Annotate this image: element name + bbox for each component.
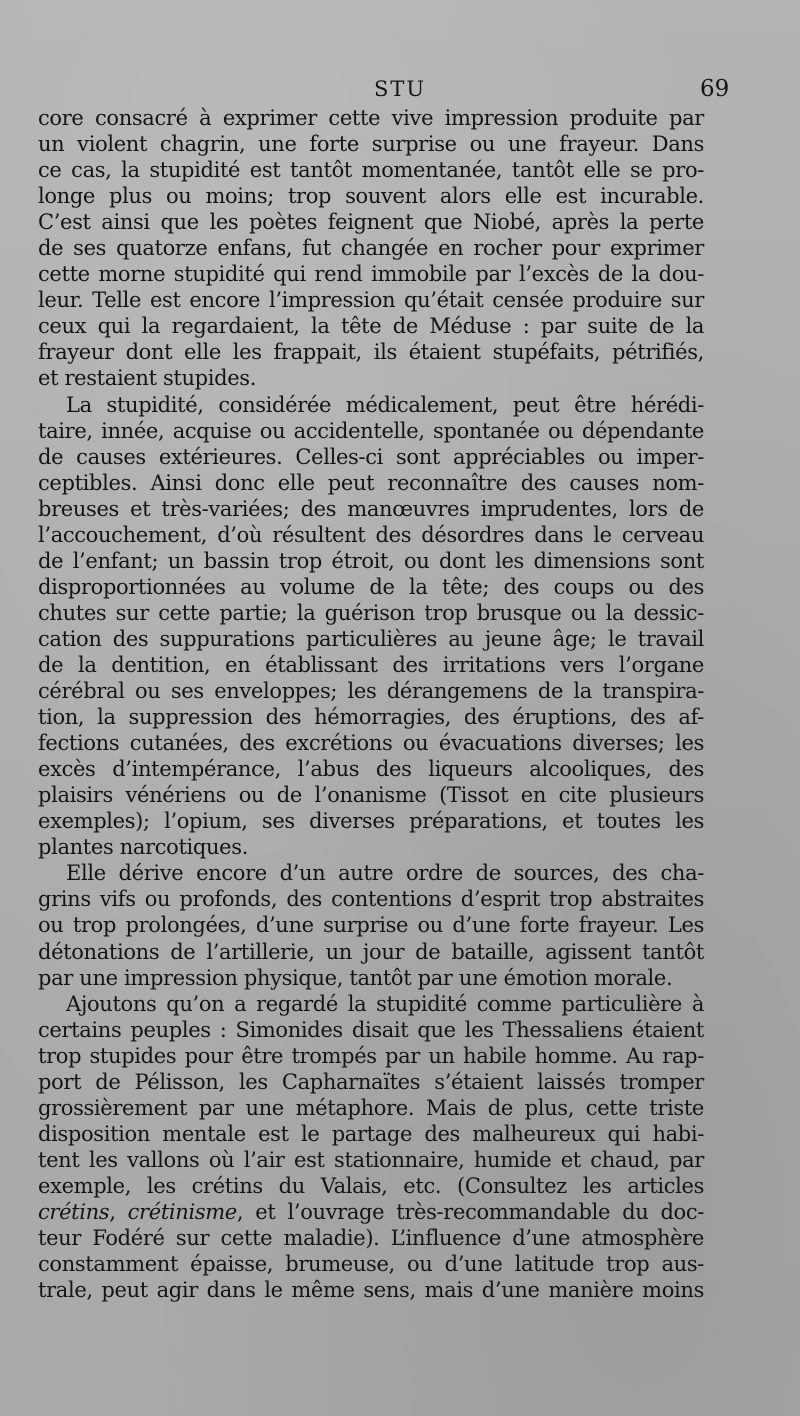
body-text	[38, 105, 704, 1303]
text-line: teur Fodéré sur cette maladie). L’influence d’une atmosphère	[38, 1226, 704, 1251]
text-line: exemple, les crétins du Valais, etc. (Consultez les articles	[38, 1173, 704, 1198]
text-line: C’est ainsi que les poètes feignent que Niobé, après la perte	[38, 210, 704, 235]
page-number: 69	[700, 76, 730, 102]
text-line: La stupidité, considérée médicalement, peut être hérédi-	[66, 392, 704, 417]
text-line: de causes extérieures. Celles-ci sont appréciables ou imper-	[38, 444, 704, 469]
text-line: certains peuples : Simonides disait que les Thessaliens étaient	[38, 1017, 704, 1042]
text-line: port de Pélisson, les Capharnaïtes s’étaient laissés tromper	[38, 1069, 704, 1094]
text-line: grins vifs ou profonds, des contentions d’esprit trop abstraites	[38, 887, 704, 912]
italic-term: crétinisme	[127, 1199, 237, 1224]
text-line: de l’enfant; un bassin trop étroit, ou dont les dimensions sont	[38, 548, 704, 573]
text-line: cérébral ou ses enveloppes; les dérangemens de la transpira-	[38, 679, 704, 704]
text-line-with-italics	[38, 1199, 704, 1225]
text-line: de ses quatorze enfans, fut changée en rocher pour exprimer	[38, 236, 704, 261]
text-line: trale, peut agir dans le même sens, mais d’une manière moins	[38, 1278, 704, 1303]
text-line: tent les vallons où l’air est stationnaire, humide et chaud, par	[38, 1147, 704, 1172]
text-line: Ajoutons qu’on a regardé la stupidité comme particulière à	[66, 991, 704, 1016]
text-line: de la dentition, en établissant des irritations vers l’organe	[38, 652, 704, 677]
line-rest: , et l’ouvrage très-recommandable du doc-	[236, 1199, 704, 1224]
text-line: ou trop prolongées, d’une surprise ou d’une forte frayeur. Les	[38, 913, 704, 938]
page-header	[0, 74, 800, 104]
text-line: trop stupides pour être trompés par un habile homme. Au rap-	[38, 1043, 704, 1068]
text-line: excès d’intempérance, l’abus des liqueurs alcooliques, des	[38, 757, 704, 782]
text-line: breuses et très-variées; des manœuvres imprudentes, lors de	[38, 496, 704, 521]
text-line: disposition mentale est le partage des malheureux qui habi-	[38, 1121, 704, 1146]
text-line: plantes narcotiques.	[38, 835, 249, 860]
text-line: exemples); l’opium, ses diverses préparations, et toutes les	[38, 809, 704, 834]
text-line: disproportionnées au volume de la tête; des coups ou des	[38, 574, 704, 599]
text-line: frayeur dont elle les frappait, ils étaient stupéfaits, pétrifiés,	[38, 340, 704, 365]
text-line: longe plus ou moins; trop souvent alors elle est incurable.	[38, 184, 704, 209]
text-line: un violent chagrin, une forte surprise ou une frayeur. Dans	[38, 132, 704, 157]
separator: ,	[109, 1199, 128, 1224]
text-line: détonations de l’artillerie, un jour de bataille, agissent tantôt	[38, 939, 704, 964]
text-line: grossièrement par une métaphore. Mais de plus, cette triste	[38, 1095, 704, 1120]
text-line: ceux qui la regardaient, la tête de Méduse : par suite de la	[38, 314, 704, 339]
text-line: plaisirs vénériens ou de l’onanisme (Tissot en cite plusieurs	[38, 783, 704, 808]
text-line: et restaient stupides.	[38, 366, 257, 391]
text-line: cation des suppurations particulières au jeune âge; le travail	[38, 626, 704, 651]
text-line: core consacré à exprimer cette vive impression produite par	[38, 106, 704, 130]
text-line: ceptibles. Ainsi donc elle peut reconnaître des causes nom-	[38, 470, 704, 495]
text-line: l’accouchement, d’où résultent des désordres dans le cerveau	[38, 522, 704, 547]
running-head: STU	[373, 77, 427, 101]
text-line: par une impression physique, tantôt par une émotion morale.	[38, 965, 673, 990]
text-line: Elle dérive encore d’un autre ordre de sources, des cha-	[66, 861, 704, 886]
italic-term: crétins	[38, 1199, 110, 1224]
text-line: ce cas, la stupidité est tantôt momentanée, tantôt elle se pro-	[38, 158, 704, 183]
text-line: leur. Telle est encore l’impression qu’était censée produire sur	[38, 288, 704, 313]
text-line: constamment épaisse, brumeuse, ou d’une latitude trop aus-	[38, 1252, 704, 1277]
text-line: cette morne stupidité qui rend immobile par l’excès de la dou-	[38, 262, 704, 287]
text-line: taire, innée, acquise ou accidentelle, spontanée ou dépendante	[38, 418, 704, 443]
text-line: chutes sur cette partie; la guérison trop brusque ou la dessic-	[38, 600, 704, 625]
text-line: fections cutanées, des excrétions ou évacuations diverses; les	[38, 731, 704, 756]
text-line: tion, la suppression des hémorragies, des éruptions, des af-	[38, 705, 704, 730]
